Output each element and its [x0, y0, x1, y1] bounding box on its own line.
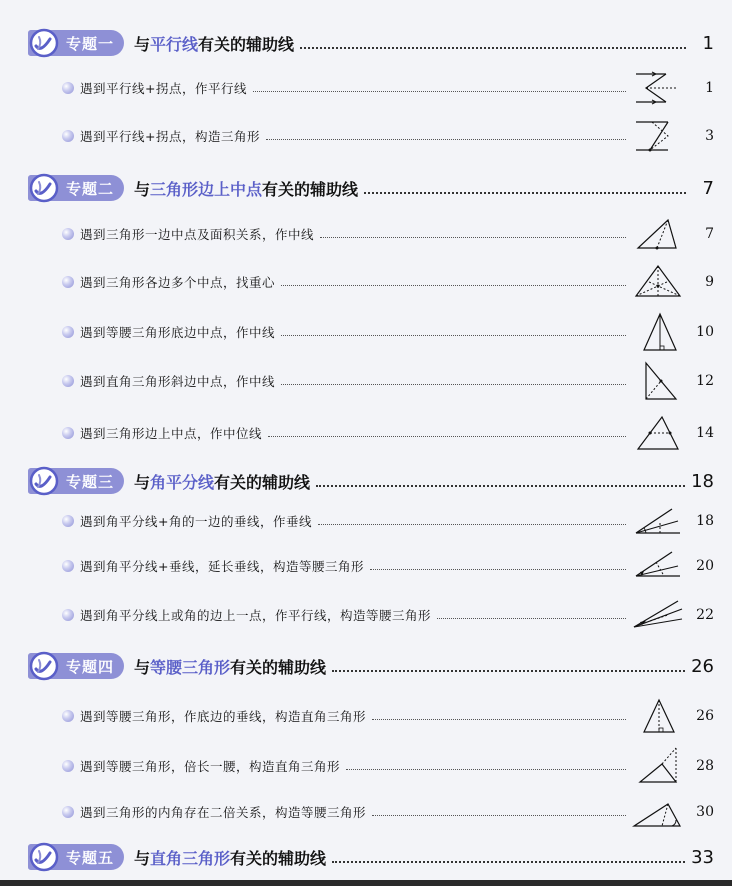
item-title: 遇到三角形一边中点及面积关系，作中线	[80, 227, 315, 242]
section-swoosh-icon	[28, 841, 60, 873]
section-title: 与角平分线有关的辅助线	[134, 472, 311, 492]
section-page-number: 18	[691, 470, 714, 492]
section-1-row[interactable]	[28, 28, 714, 58]
dot-leader	[300, 33, 686, 49]
item-title: 遇到三角形各边多个中点，找重心	[80, 275, 276, 290]
isosceles-median-icon	[632, 312, 684, 352]
section-badge-label: 专题五	[66, 848, 115, 867]
section-4-row[interactable]	[28, 651, 714, 681]
section-swoosh-icon	[28, 172, 60, 204]
section-badge-label: 专题三	[66, 472, 115, 491]
item-page-number: 20	[696, 558, 714, 574]
section-badge	[28, 175, 124, 201]
dot-leader	[364, 178, 686, 194]
section-title: 与三角形边上中点有关的辅助线	[134, 179, 359, 199]
toc-item[interactable]	[62, 361, 714, 401]
bullet-icon	[62, 515, 74, 527]
item-page-number: 28	[696, 758, 714, 774]
section-badge	[28, 468, 124, 494]
item-title: 遇到等腰三角形，倍长一腰，构造直角三角形	[80, 759, 341, 774]
angle-bisector-extend-icon	[632, 546, 684, 586]
toc-item[interactable]	[62, 214, 714, 254]
item-title: 遇到三角形边上中点，作中位线	[80, 426, 263, 441]
section-badge	[28, 30, 124, 56]
item-title: 遇到角平分线+垂线，延长垂线，构造等腰三角形	[80, 559, 364, 574]
bullet-icon	[62, 228, 74, 240]
dot-leader	[372, 709, 626, 720]
bullet-icon	[62, 276, 74, 288]
dot-leader	[281, 374, 626, 385]
right-triangle-median-icon	[632, 361, 684, 401]
item-page-number: 10	[696, 324, 714, 340]
zigzag-parallel-icon	[632, 68, 684, 108]
dot-leader	[372, 805, 626, 816]
dot-leader	[253, 81, 626, 92]
item-title: 遇到平行线+拐点，作平行线	[80, 81, 247, 96]
section-badge	[28, 844, 124, 870]
item-title: 遇到等腰三角形，作底边的垂线，构造直角三角形	[80, 709, 367, 724]
dot-leader	[332, 847, 685, 863]
item-title: 遇到角平分线+角的一边的垂线，作垂线	[80, 514, 312, 529]
toc-item[interactable]	[62, 746, 714, 786]
angle-bisector-parallel-icon	[632, 595, 684, 635]
toc-item[interactable]	[62, 595, 714, 635]
section-swoosh-icon	[28, 465, 60, 497]
bullet-icon	[62, 130, 74, 142]
item-title: 遇到角平分线上或角的边上一点，作平行线，构造等腰三角形	[80, 608, 432, 623]
toc-item[interactable]	[62, 546, 714, 586]
item-page-number: 3	[705, 128, 714, 144]
dot-leader	[332, 656, 685, 672]
section-badge-label: 专题一	[66, 34, 115, 53]
bullet-icon	[62, 427, 74, 439]
item-page-number: 1	[705, 80, 714, 96]
toc-item[interactable]	[62, 501, 714, 541]
zigzag-triangle-icon	[632, 116, 684, 156]
section-badge-label: 专题二	[66, 179, 115, 198]
dot-leader	[266, 129, 626, 140]
dot-leader	[281, 325, 626, 336]
item-title: 遇到平行线+拐点，构造三角形	[80, 129, 260, 144]
toc-item[interactable]	[62, 792, 714, 832]
section-title: 与直角三角形有关的辅助线	[134, 848, 327, 868]
angle-bisector-perpendicular-icon	[632, 501, 684, 541]
section-swoosh-icon	[28, 650, 60, 682]
triangle-centroid-icon	[632, 262, 684, 302]
item-page-number: 9	[705, 274, 714, 290]
section-page-number: 7	[702, 177, 714, 199]
section-title: 与平行线有关的辅助线	[134, 34, 295, 54]
item-page-number: 18	[696, 513, 714, 529]
section-badge	[28, 653, 124, 679]
toc-item[interactable]	[62, 68, 714, 108]
toc-item[interactable]	[62, 116, 714, 156]
dot-leader	[318, 514, 626, 525]
section-page-number: 33	[691, 846, 714, 868]
dot-leader	[268, 426, 626, 437]
section-page-number: 26	[691, 655, 714, 677]
isosceles-double-leg-icon	[632, 746, 684, 786]
toc-item[interactable]	[62, 262, 714, 302]
toc-item[interactable]	[62, 413, 714, 453]
triangle-midline-icon	[632, 413, 684, 453]
dot-leader	[316, 471, 685, 487]
isosceles-altitude-icon	[632, 696, 684, 736]
dot-leader	[320, 227, 626, 238]
bullet-icon	[62, 710, 74, 722]
bullet-icon	[62, 375, 74, 387]
item-title: 遇到等腰三角形底边中点，作中线	[80, 325, 276, 340]
dot-leader	[437, 608, 626, 619]
dot-leader	[346, 759, 626, 770]
item-title: 遇到三角形的内角存在二倍关系，构造等腰三角形	[80, 805, 367, 820]
bullet-icon	[62, 806, 74, 818]
section-3-row[interactable]	[28, 466, 714, 496]
item-page-number: 12	[696, 373, 714, 389]
dot-leader	[370, 559, 626, 570]
section-title: 与等腰三角形有关的辅助线	[134, 657, 327, 677]
item-page-number: 22	[696, 607, 714, 623]
item-page-number: 26	[696, 708, 714, 724]
bullet-icon	[62, 760, 74, 772]
section-2-row[interactable]	[28, 173, 714, 203]
section-5-row[interactable]	[28, 842, 714, 872]
section-badge-label: 专题四	[66, 657, 115, 676]
section-swoosh-icon	[28, 27, 60, 59]
page-bottom-edge	[0, 880, 732, 886]
bullet-icon	[62, 609, 74, 621]
bullet-icon	[62, 326, 74, 338]
triangle-median-icon	[632, 214, 684, 254]
item-page-number: 14	[696, 425, 714, 441]
double-angle-triangle-icon	[632, 792, 684, 832]
item-page-number: 7	[705, 226, 714, 242]
section-page-number: 1	[702, 32, 714, 54]
item-page-number: 30	[696, 804, 714, 820]
bullet-icon	[62, 82, 74, 94]
bullet-icon	[62, 560, 74, 572]
toc-item[interactable]	[62, 696, 714, 736]
dot-leader	[281, 275, 626, 286]
item-title: 遇到直角三角形斜边中点，作中线	[80, 374, 276, 389]
toc-item[interactable]	[62, 312, 714, 352]
